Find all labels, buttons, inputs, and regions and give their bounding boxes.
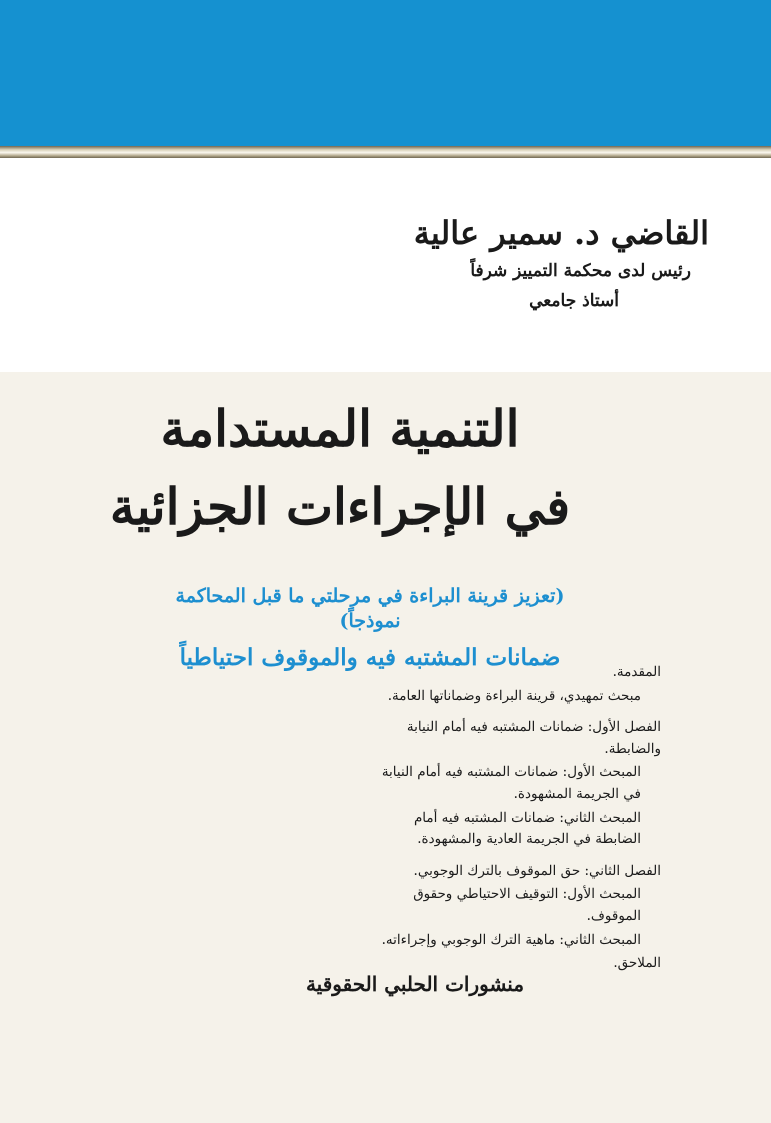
book-title-line-2: في الإجراءات الجزائية [109,476,571,536]
table-of-contents [371,662,661,977]
book-title [100,390,580,545]
author-title: أستاذ جامعي [529,291,619,312]
gold-divider-rule [0,146,771,158]
author-role: رئيس لدى محكمة التمييز شرفاً [470,261,691,282]
toc-item-ch1-section-1: المبحث الأول: ضمانات المشتبه فيه أمام النيابة في الجريمة المشهودة. [381,764,641,802]
subtitle-line-1: (تعزيز قرينة البراءة في مرحلتي ما قبل المحاكمة نموذجاً) [175,585,565,632]
top-color-band [0,0,771,146]
book-title-line-1: التنمية المستدامة [160,399,520,458]
toc-item-chapter-2: الفصل الثاني: حق الموقوف بالترك الوجوبي. [413,862,661,879]
toc-item-preliminary: مبحث تمهيدي، قرينة البراءة وضماناتها العامة. [387,687,641,704]
toc-item-ch2-section-1: المبحث الأول: التوقيف الاحتياطي وحقوق الموقوف. [413,886,641,924]
toc-item-ch1-section-2: المبحث الثاني: ضمانات المشتبه فيه أمام الضابطة في الجريمة العادية والمشهودة. [413,809,641,848]
author-name: القاضي د. سمير عالية [413,214,709,252]
subtitle-line-2: ضمانات المشتبه فيه والموقوف احتياطياً [179,644,561,672]
toc-item-ch2-section-2: المبحث الثاني: ماهية الترك الوجوبي وإجراءاته. [381,931,641,948]
toc-item-chapter-1: الفصل الأول: ضمانات المشتبه فيه أمام النيابة والضابطة. [406,719,661,757]
toc-item-intro: المقدمة. [612,664,661,680]
author-block [289,214,709,320]
cover-lower-panel [0,372,771,1123]
author-panel [0,158,771,372]
toc-item-appendices: الملاحق. [613,955,661,972]
publisher-name: منشورات الحلبي الحقوقية [305,972,525,996]
